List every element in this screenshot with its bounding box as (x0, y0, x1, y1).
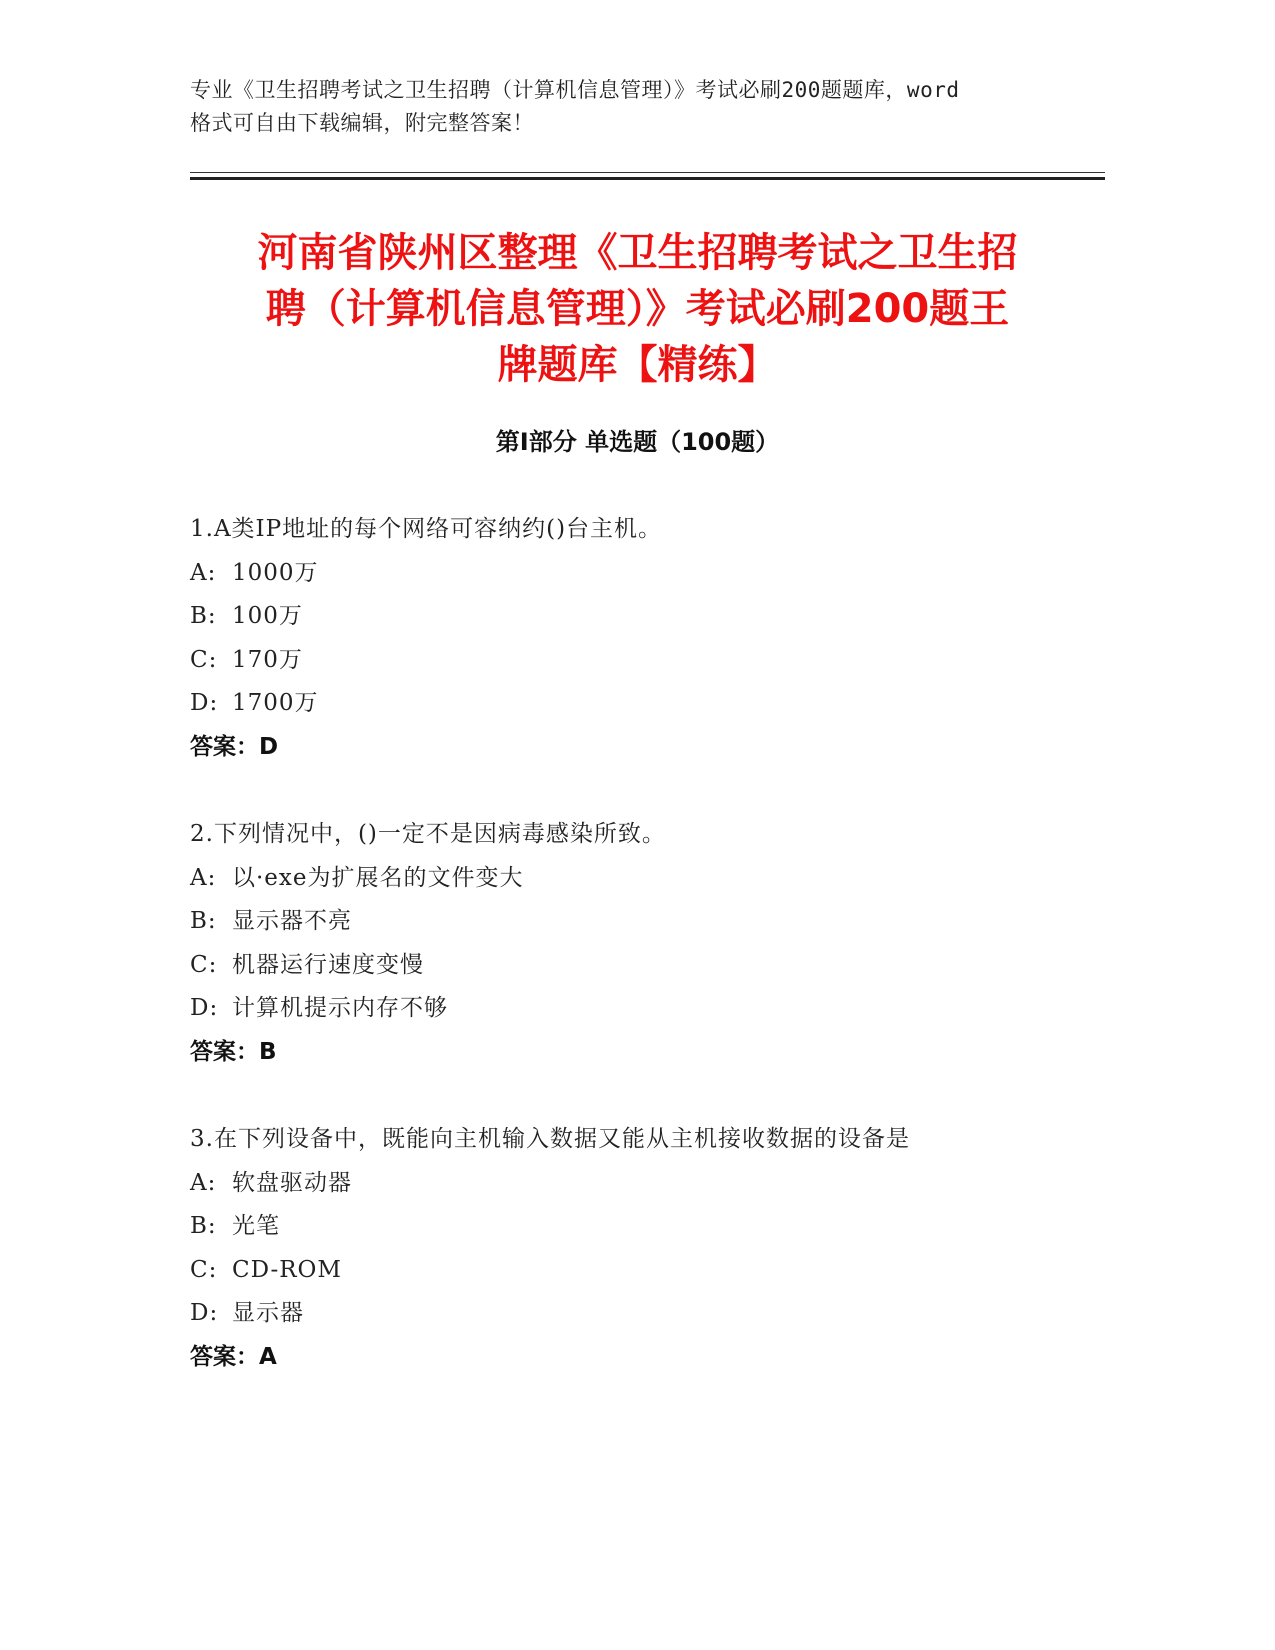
option-text: 170万 (232, 646, 303, 673)
header-divider-thick (190, 177, 1105, 180)
option-a (190, 1162, 1090, 1206)
option-letter: A: (190, 559, 217, 586)
option-text: 显示器不亮 (232, 908, 352, 934)
option-text: 软盘驱动器 (232, 1169, 352, 1196)
question-stem: 3.在下列设备中，既能向主机输入数据又能从主机接收数据的设备是 (190, 1126, 910, 1152)
answer-label: 答案：A (190, 1343, 277, 1370)
question-stem: 2.下列情况中，()一定不是因病毒感染所致。 (190, 821, 666, 847)
option-d (190, 1292, 1090, 1336)
header-note-line-1: 专业《卫生招聘考试之卫生招聘（计算机信息管理）》考试必刷200题题库，word (190, 78, 960, 102)
option-text: 1700万 (232, 690, 319, 716)
section-title: 第Ⅰ部分 单选题（100题） (495, 428, 780, 456)
option-letter: A: (190, 864, 217, 891)
option-b (190, 900, 1090, 944)
question-list (190, 508, 1090, 1423)
option-b (190, 1205, 1090, 1249)
document-title-line-1: 河南省陕州区整理《卫生招聘考试之卫生招 (257, 230, 1018, 276)
option-a (190, 857, 1090, 901)
option-letter: D: (190, 995, 219, 1021)
option-text: 机器运行速度变慢 (232, 951, 424, 978)
option-text: 光笔 (232, 1213, 280, 1239)
option-letter: D: (190, 690, 219, 716)
document-title (180, 225, 1095, 393)
option-text: 1000万 (232, 559, 319, 586)
option-d (190, 987, 1090, 1031)
answer-label: 答案：B (190, 1038, 277, 1065)
question-item (190, 1118, 1090, 1379)
option-text: 显示器 (232, 1300, 304, 1326)
header-note (190, 74, 1100, 140)
option-letter: C: (190, 951, 218, 978)
option-letter: D: (190, 1300, 219, 1326)
document-title-line-3: 牌题库【精练】 (497, 342, 778, 388)
option-text: CD-ROM (232, 1256, 342, 1283)
option-letter: C: (190, 646, 218, 673)
option-d (190, 682, 1090, 726)
document-title-line-2: 聘（计算机信息管理）》考试必刷200题王 (265, 286, 1010, 332)
question-stem: 1.A类IP地址的每个网络可容纳约()台主机。 (190, 516, 663, 542)
option-b (190, 595, 1090, 639)
option-letter: C: (190, 1256, 218, 1283)
answer-label: 答案：D (190, 733, 279, 760)
option-letter: B: (190, 603, 217, 629)
option-letter: B: (190, 908, 217, 934)
header-note-line-2: 格式可自由下载编辑，附完整答案！ (190, 111, 534, 135)
option-letter: B: (190, 1213, 217, 1239)
option-c (190, 1249, 1090, 1293)
option-text: 100万 (232, 603, 303, 629)
option-c (190, 639, 1090, 683)
question-item (190, 508, 1090, 769)
question-item (190, 813, 1090, 1074)
header-divider-thin (190, 172, 1105, 173)
option-text: 计算机提示内存不够 (232, 995, 448, 1021)
option-letter: A: (190, 1169, 217, 1196)
option-a (190, 552, 1090, 596)
option-c (190, 944, 1090, 988)
option-text: 以·exe为扩展名的文件变大 (232, 864, 524, 891)
